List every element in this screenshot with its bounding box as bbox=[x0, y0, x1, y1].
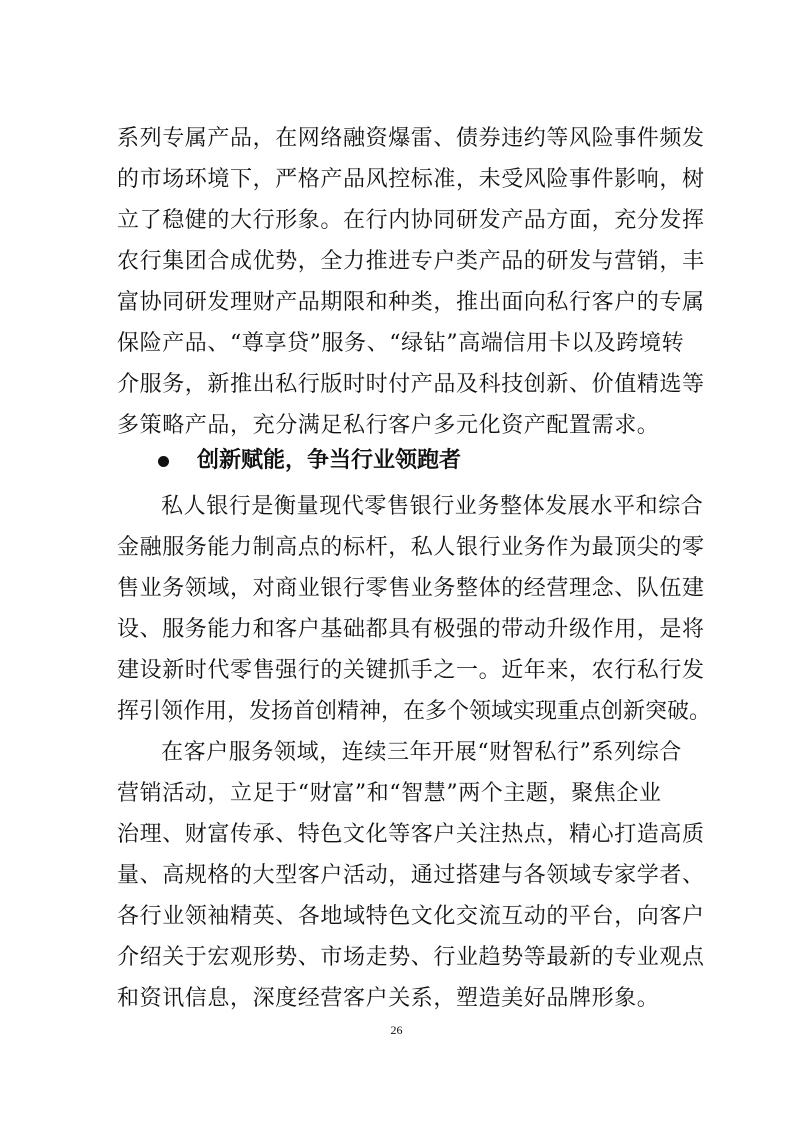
text-line: 建设新时代零售强行的关键抓手之一。近年来，农行私行发 bbox=[117, 658, 705, 683]
text-line: 介绍关于宏观形势、市场走势、行业趋势等最新的专业观点 bbox=[117, 945, 705, 970]
page-number: 26 bbox=[390, 1023, 403, 1037]
text-line: 私人银行是衡量现代零售银行业务整体发展水平和综合 bbox=[161, 494, 704, 519]
text-line: 量、高规格的大型客户活动，通过搭建与各领域专家学者、 bbox=[117, 863, 705, 888]
text-line: 保险产品、“尊享贷”服务、“绿钻”高端信用卡以及跨境转 bbox=[117, 331, 685, 356]
text-line: 富协同研发理财产品期限和种类，推出面向私行客户的专属 bbox=[117, 290, 705, 315]
text-line: 治理、财富传承、特色文化等客户关注热点，精心打造高质 bbox=[117, 822, 705, 847]
text-line: 营销活动，立足于“财富”和“智慧”两个主题，聚焦企业 bbox=[117, 781, 662, 806]
section-heading bbox=[117, 442, 669, 480]
text-line: 的市场环境下，严格产品风控标准，未受风险事件影响，树 bbox=[117, 167, 705, 192]
text-line: 系列专属产品，在网络融资爆雷、债券违约等风险事件频发 bbox=[117, 126, 705, 151]
text-line: 农行集团合成优势，全力推进专户类产品的研发与营销，丰 bbox=[117, 249, 705, 274]
text-line: 立了稳健的大行形象。在行内协同研发产品方面，充分发挥 bbox=[117, 208, 705, 233]
text-line: 多策略产品，充分满足私行客户多元化资产配置需求。 bbox=[117, 413, 660, 438]
text-line: 和资讯信息，深度经营客户关系，塑造美好品牌形象。 bbox=[117, 986, 660, 1011]
text-line: 挥引领作用，发扬首创精神，在多个领域实现重点创新突破。 bbox=[117, 699, 712, 724]
text-line: 设、服务能力和客户基础都具有极强的带动升级作用，是将 bbox=[117, 617, 705, 642]
text-line: 售业务领域，对商业银行零售业务整体的经营理念、队伍建 bbox=[117, 576, 705, 601]
text-line: 金融服务能力制高点的标杆，私人银行业务作为最顶尖的零 bbox=[117, 535, 705, 560]
text-line: 各行业领袖精英、各地域特色文化交流互动的平台，向客户 bbox=[117, 904, 705, 929]
section-heading-text: 创新赋能，争当行业领跑者 bbox=[197, 448, 462, 473]
bullet-icon bbox=[158, 456, 169, 467]
text-line: 在客户服务领域，连续三年开展“财智私行”系列综合 bbox=[161, 740, 682, 765]
text-line: 介服务，新推出私行版时时付产品及科技创新、价值精选等 bbox=[117, 372, 705, 397]
